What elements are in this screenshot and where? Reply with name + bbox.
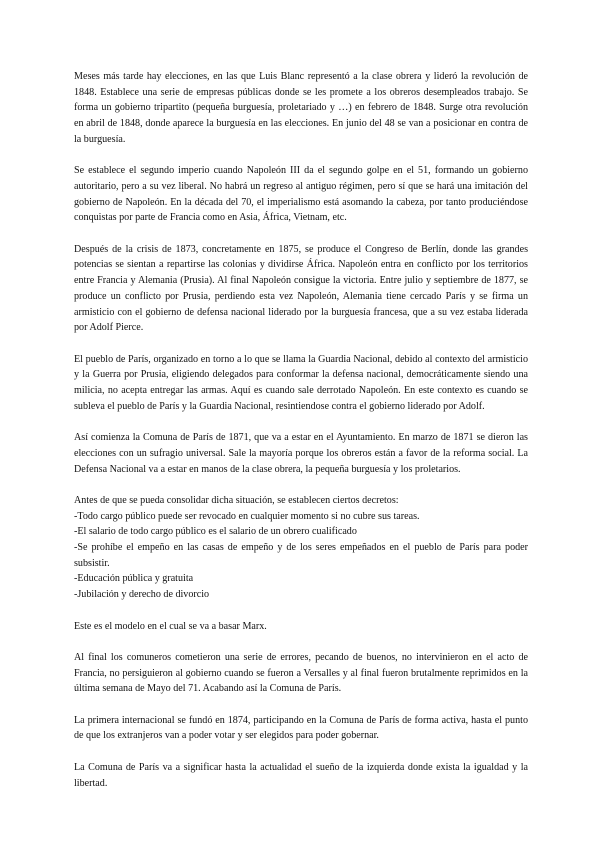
decrees-list bbox=[74, 509, 528, 603]
paragraph-communards-errors: Al final los comuneros cometieron una serie de errores, pecando de buenos, no intervinieron en el acto de Francia, no persiguieron al gobierno cuando se fueron a Versalles y al final fueron brutalmente reprimidos en la última semana de Mayo del 71. Acabando así la Comuna de París. bbox=[74, 651, 528, 695]
paragraph-berlin-congress: Después de la crisis de 1873, concretamente en 1875, se produce el Congreso de Berlín, donde las grandes potencias se sientan a repartirse las colonias y dividirse África. Napoleón entra en conflicto por los territorios entre Francia y Alemania (Prusia). Al final Napoleón consigue la victoria. Entre julio y septiembre de 1877, se produce un conflicto por Prusia, perdiendo esta vez Napoleón, Alemania tiene cercado París y se firma un armisticio con el gobierno de defensa nacional liderado por la burguesía francesa, que a su vez estaba liderada por Adolf Pierce. bbox=[74, 243, 528, 334]
list-item: -El salario de todo cargo público es el salario de un obrero cualificado bbox=[74, 526, 357, 538]
paragraph-commune-legacy: La Comuna de París va a significar hasta la actualidad el sueño de la izquierda donde exista la igualdad y la libertad. bbox=[74, 761, 528, 789]
list-item: -Educación pública y gratuita bbox=[74, 573, 194, 585]
decrees-intro: Antes de que se pueda consolidar dicha situación, se establecen ciertos decretos: bbox=[74, 494, 399, 506]
paragraph-national-guard: El pueblo de París, organizado en torno a lo que se llama la Guardia Nacional, debido al contexto del armisticio y la Guerra por Prusia, eligiendo delegados para conformar la defensa nacional, democráticamente siendo una milicia, no acepta entregar las armas. Aquí es cuando sale derrotado Napoleón. En este contexto es cuando se subleva el pueblo de París y la Guardia Nacional, resintiendose contra el gobierno liderado por Adolf. bbox=[74, 353, 528, 412]
paragraph-marx-model: Este es el modelo en el cual se va a basar Marx. bbox=[74, 620, 267, 632]
document-page bbox=[74, 69, 528, 807]
list-item: -Jubilación y derecho de divorcio bbox=[74, 589, 210, 601]
paragraph-1848-elections: Meses más tarde hay elecciones, en las que Luis Blanc representó a la clase obrera y lideró la revolución de 1848. Establece una serie de empresas públicas donde se les promete a los obreros desempleados trabajo. Se forma un gobierno tripartito (pequeña burguesía, proletariado y …) en febrero de 1848. Surge otra revolución en abril de 1848, donde aparece la burguesía en las elecciones. En junio del 48 se van a posicionar en contra de la burguesía. bbox=[74, 71, 528, 145]
paragraph-first-international: La primera internacional se fundó en 1874, participando en la Comuna de París de forma activa, hasta el punto de que los extranjeros van a poder votar y ser elegidos para poder gobernar. bbox=[74, 714, 528, 742]
list-item: -Todo cargo público puede ser revocado en cualquier momento si no cubre sus tareas. bbox=[74, 510, 420, 522]
paragraph-second-empire: Se establece el segundo imperio cuando Napoleón III da el segundo golpe en el 51, formando un gobierno autoritario, pero a su vez liberal. No habrá un regreso al antiguo régimen, pero sí que se hará una imitación del gobierno de Napoleón. En la década del 70, el imperialismo está asomando la cabeza, por tanto produciéndose conquistas por parte de Francia como en Asia, África, Vietnam, etc. bbox=[74, 165, 528, 224]
paragraph-commune-begins: Así comienza la Comuna de París de 1871, que va a estar en el Ayuntamiento. En marzo de 1871 se dieron las elecciones con un sufragio universal. Sale la mayoría porque los obreros están a favor de la reforma social. La Defensa Nacional va a estar en manos de la clase obrera, la pequeña burguesía y los proletarios. bbox=[74, 432, 528, 475]
list-item: -Se prohíbe el empeño en las casas de empeño y de los seres empeñados en el pueblo de París para poder subsistir. bbox=[74, 542, 528, 569]
